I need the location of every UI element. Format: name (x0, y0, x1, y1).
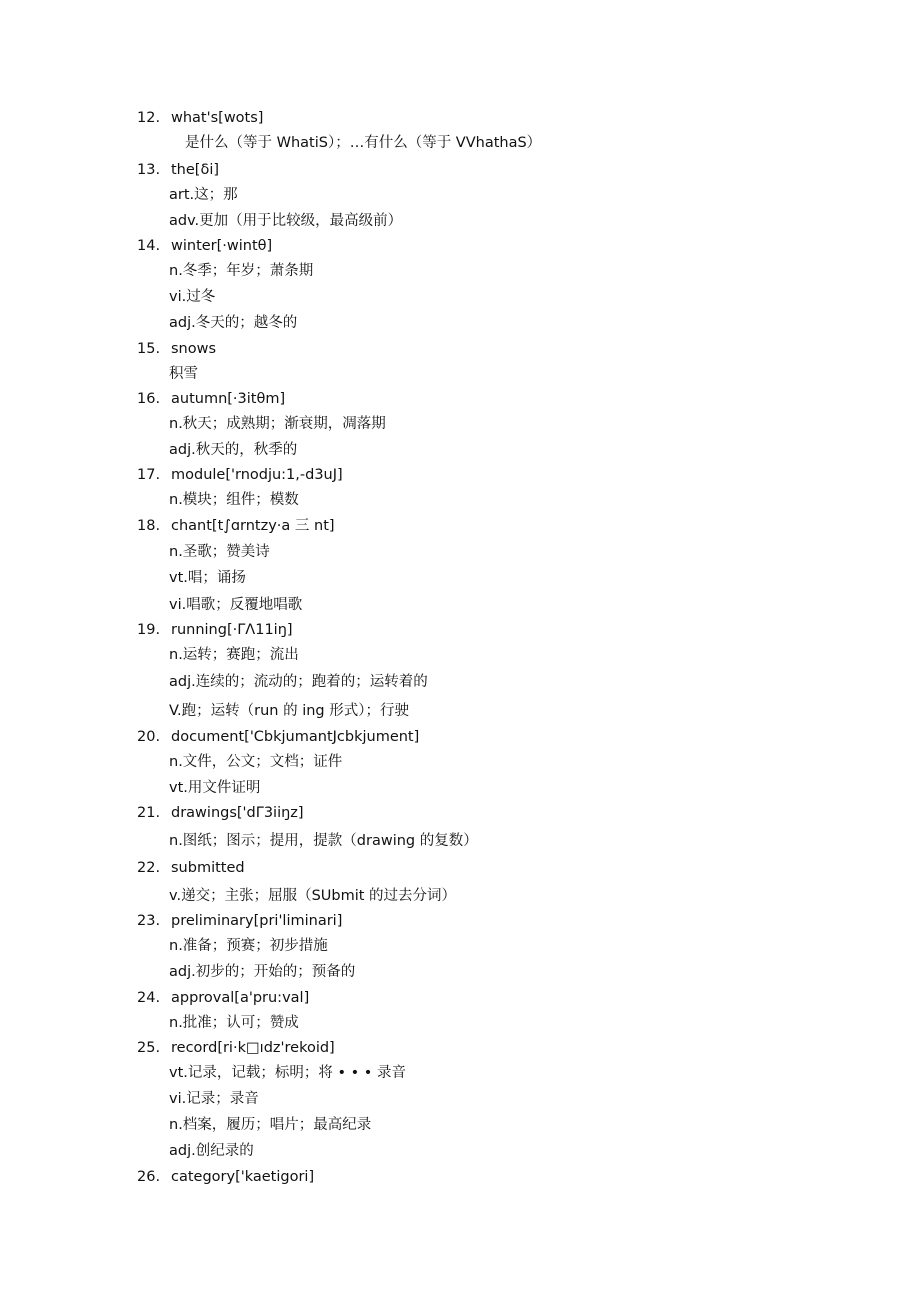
entry-headword: submitted (171, 860, 245, 876)
entry-definition: n.文件，公文；文档；证件 (169, 754, 343, 770)
entry-definition: adj.初步的；开始的；预备的 (169, 964, 356, 980)
entry-headword: module['rnodju:1,-d3uJ] (171, 467, 343, 483)
entry-definition: vi.唱歌；反覆地唱歌 (169, 597, 303, 613)
entry-number: 26. (137, 1169, 161, 1185)
entry-definition: n.秋天；成熟期；渐衰期，凋落期 (169, 416, 386, 432)
entry-number: 15. (137, 341, 161, 357)
entry-headword: preliminary[pri'liminari] (171, 913, 343, 929)
entry-definition: adj.冬天的；越冬的 (169, 315, 298, 331)
entry-number: 21. (137, 805, 161, 821)
entry-number: 12. (137, 110, 161, 126)
entry-definition: vt.唱；诵扬 (169, 570, 246, 586)
entry-headword: winter[·wintθ] (171, 238, 273, 254)
entry-number: 13. (137, 162, 161, 178)
entry-definition: adj.创纪录的 (169, 1143, 254, 1159)
entry-definition: n.冬季；年岁；萧条期 (169, 263, 314, 279)
entry-number: 18. (137, 518, 161, 534)
entry-number: 19. (137, 622, 161, 638)
entry-headword: chant[t∫ɑrntzy·a 三 nt] (171, 518, 335, 534)
entry-headword: document['CbkjumantJcbkjument] (171, 729, 420, 745)
entry-definition: adj.连续的；流动的；跑着的；运转着的 (169, 674, 428, 690)
entry-definition: n.运转；赛跑；流出 (169, 647, 299, 663)
entry-headword: running[·ΓΛ11iŋ] (171, 622, 293, 638)
entry-definition: vt.记录，记载；标明；将 • • • 录音 (169, 1065, 406, 1081)
entry-definition: vi.记录；录音 (169, 1091, 259, 1107)
entry-definition: n.档案，履历；唱片；最高纪录 (169, 1117, 372, 1133)
entry-number: 16. (137, 391, 161, 407)
entry-definition: n.批准；认可；赞成 (169, 1015, 299, 1031)
entry-number: 24. (137, 990, 161, 1006)
entry-headword: snows (171, 341, 217, 357)
entry-headword: category['kaetigori] (171, 1169, 315, 1185)
entry-definition: n.模块；组件；模数 (169, 492, 299, 508)
entry-headword: what's[wots] (171, 110, 264, 126)
entry-definition: vi.过冬 (169, 289, 216, 305)
entry-definition: 是什么（等于 WhatiS）；…有什么（等于 VVhathaS） (185, 135, 542, 151)
entry-definition: art.这；那 (169, 187, 238, 203)
entry-headword: the[δi] (171, 162, 220, 178)
entry-definition: adj.秋天的，秋季的 (169, 442, 298, 458)
entry-definition: 积雪 (169, 366, 198, 382)
entry-definition: v.递交；主张；屈服（SUbmit 的过去分词） (169, 888, 457, 904)
entry-number: 14. (137, 238, 161, 254)
entry-headword: drawings['dΓ3iiŋz] (171, 805, 304, 821)
entry-headword: approval[a'pru:val] (171, 990, 310, 1006)
entry-number: 22. (137, 860, 161, 876)
entry-number: 17. (137, 467, 161, 483)
entry-definition: adv.更加（用于比较级，最高级前） (169, 213, 403, 229)
entry-definition: n.图纸；图示；提用，提款（drawing 的复数） (169, 833, 478, 849)
entry-definition: V.跑；运转（run 的 ing 形式）；行驶 (169, 703, 409, 719)
entry-definition: n.圣歌；赞美诗 (169, 544, 270, 560)
entry-headword: autumn[·3itθm] (171, 391, 286, 407)
entry-headword: record[ri·k□ıdz'rekoid] (171, 1040, 335, 1056)
entry-number: 20. (137, 729, 161, 745)
entry-definition: n.准备；预赛；初步措施 (169, 938, 328, 954)
entry-definition: vt.用文件证明 (169, 780, 261, 796)
entry-number: 23. (137, 913, 161, 929)
entry-number: 25. (137, 1040, 161, 1056)
